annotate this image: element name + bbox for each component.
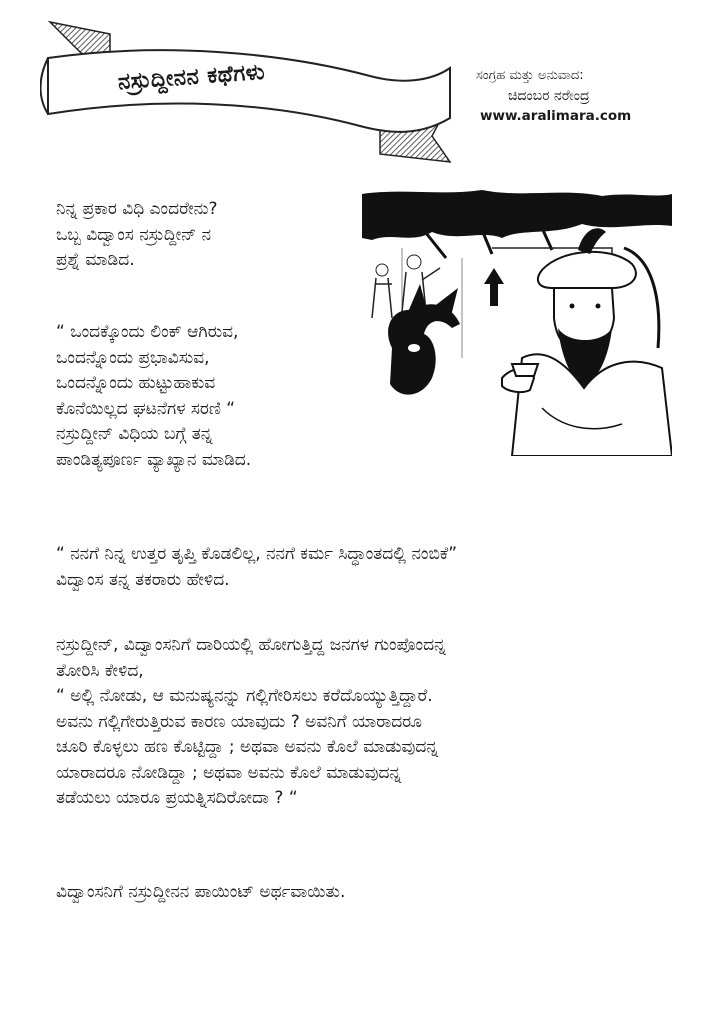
paragraph-3: “ ನನಗೆ ನಿನ್ನ ಉತ್ತರ ತೃಪ್ತಿ ಕೊಡಲಿಲ್ಲ, ನನಗೆ ಕರ್ಮ ಸಿದ್ಧಾಂತದಲ್ಲಿ ನಂಬಿಕೆ” ವಿದ್ವಾಂಸ ತನ್ನ ತಕರಾರು ಹೇಳಿದ. [56, 544, 458, 590]
paragraph-4: ನಸ್ರುದ್ದೀನ್, ವಿದ್ವಾಂಸನಿಗೆ ದಾರಿಯಲ್ಲಿ ಹೋಗುತ್ತಿದ್ದ ಜನಗಳ ಗುಂಪೊಂದನ್ನ ತೋರಿಸಿ ಕೇಳಿದ, “ ಅಲ್ಲಿ ನೋಡು, ಆ ಮನುಷ್ಯನನ್ನು ಗಲ್ಲಿಗೇರಿಸಲು ಕರೆದೊಯ್ಯುತ್ತಿದ್ದಾರೆ. ಅವನು ಗಲ್ಲಿಗೇರುತ್ತಿರುವ ಕಾರಣ ಯಾವುದು ? ಅವನಿಗೆ ಯಾರಾದರೂ ಚೂರಿ ಕೊಳ್ಳಲು ಹಣ ಕೊಟ್ಟಿದ್ದಾ ; ಅಥವಾ ಅವನು ಕೊಲೆ ಮಾಡುವುದನ್ನ ಯಾರಾದರೂ ನೋಡಿದ್ದಾ ; ಅಥವಾ ಅವನು ಕೊಲೆ ಮಾಡುವುದನ್ನ ತಡೆಯಲು ಯಾರೂ ಪ್ರಯತ್ನಿಸದಿರೋದಾ ? “ [56, 635, 446, 808]
credits-block [470, 66, 710, 126]
credit-author: ಚಿದಂಬರ ನರೇಂದ್ರ [508, 88, 590, 104]
paragraph-1: ನಿನ್ನ ಪ್ರಕಾರ ವಿಧಿ ಎಂದರೇನು? ಒಬ್ಬ ವಿದ್ವಾಂಸ ನಸ್ರುದ್ದೀನ್ ನ ಪ್ರಶ್ನೆ ಮಾಡಿದ. [56, 199, 218, 270]
paragraph-2: “ ಒಂದಕ್ಕೊಂದು ಲಿಂಕ್ ಆಗಿರುವ, ಒಂದನ್ನೊಂದು ಪ್ರಭಾವಿಸುವ, ಒಂದನ್ನೊಂದು ಹುಟ್ಟುಹಾಕುವ ಕೊನೆಯಿಲ್ಲದ ಘಟನೆಗಳ ಸರಣಿ “ ನಸ್ರುದ್ದೀನ್ ವಿಧಿಯ ಬಗ್ಗೆ ತನ್ನ ಪಾಂಡಿತ್ಯಪೂರ್ಣ ವ್ಯಾಖ್ಯಾನ ಮಾಡಿದ. [56, 322, 252, 470]
ribbon-banner [40, 18, 460, 168]
website-link[interactable]: www.aralimara.com [480, 108, 632, 124]
page-title: ನಸ್ರುದ್ದೀನನ ಕಥೆಗಳು [117, 59, 266, 95]
credit-compilation: ಸಂಗ್ರಹ ಮತ್ತು ಅನುವಾದ: [476, 68, 584, 83]
paragraph-5: ವಿದ್ವಾಂಸನಿಗೆ ನಸ್ರುದ್ದೀನನ ಪಾಯಿಂಟ್ ಅರ್ಥವಾಯಿತು. [56, 882, 346, 902]
